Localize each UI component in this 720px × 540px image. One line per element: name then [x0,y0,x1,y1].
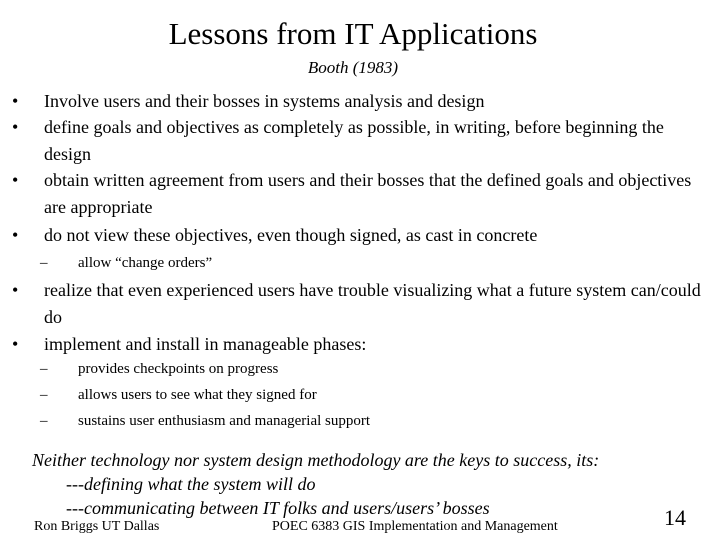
bullet-text: Involve users and their bosses in systems analysis and design [44,91,485,111]
bullet-text: implement and install in manageable phases: [44,334,367,354]
bullet-marker: • [12,225,19,245]
closing-point: ---communicating between IT folks and users/users’ bosses [66,498,490,518]
bullet-text: obtain written agreement from users and their bosses that the defined goals and objectives are appropriate [44,170,692,217]
dash-marker: – [40,255,48,271]
closing-statement: Neither technology nor system design methodology are the keys to success, its: [32,450,600,470]
slide-title: Lessons from IT Applications [168,16,538,51]
dash-marker: – [40,413,48,429]
page-number: 14 [664,505,686,530]
sub-bullet-text: provides checkpoints on progress [78,361,279,377]
sub-bullet-text: allows users to see what they signed for [78,387,317,403]
sub-bullet-text: sustains user enthusiasm and managerial support [78,413,371,429]
bullet-text: realize that even experienced users have trouble visualizing what a future system can/could do [44,280,701,327]
slide-subtitle: Booth (1983) [307,58,399,77]
dash-marker: – [40,361,48,377]
bullet-marker: • [12,117,19,137]
bullet-marker: • [12,334,19,354]
footer-course: POEC 6383 GIS Implementation and Management [272,519,558,534]
bullet-marker: • [12,280,19,300]
bullet-text: do not view these objectives, even though signed, as cast in concrete [44,225,538,245]
sub-bullet-text: allow “change orders” [78,255,213,271]
closing-point: ---defining what the system will do [66,474,316,494]
bullet-marker: • [12,170,19,190]
bullet-text: define goals and objectives as completely as possible, in writing, before beginning the design [44,117,664,164]
footer-author: Ron Briggs UT Dallas [34,519,160,534]
dash-marker: – [40,387,48,403]
bullet-marker: • [12,91,19,111]
